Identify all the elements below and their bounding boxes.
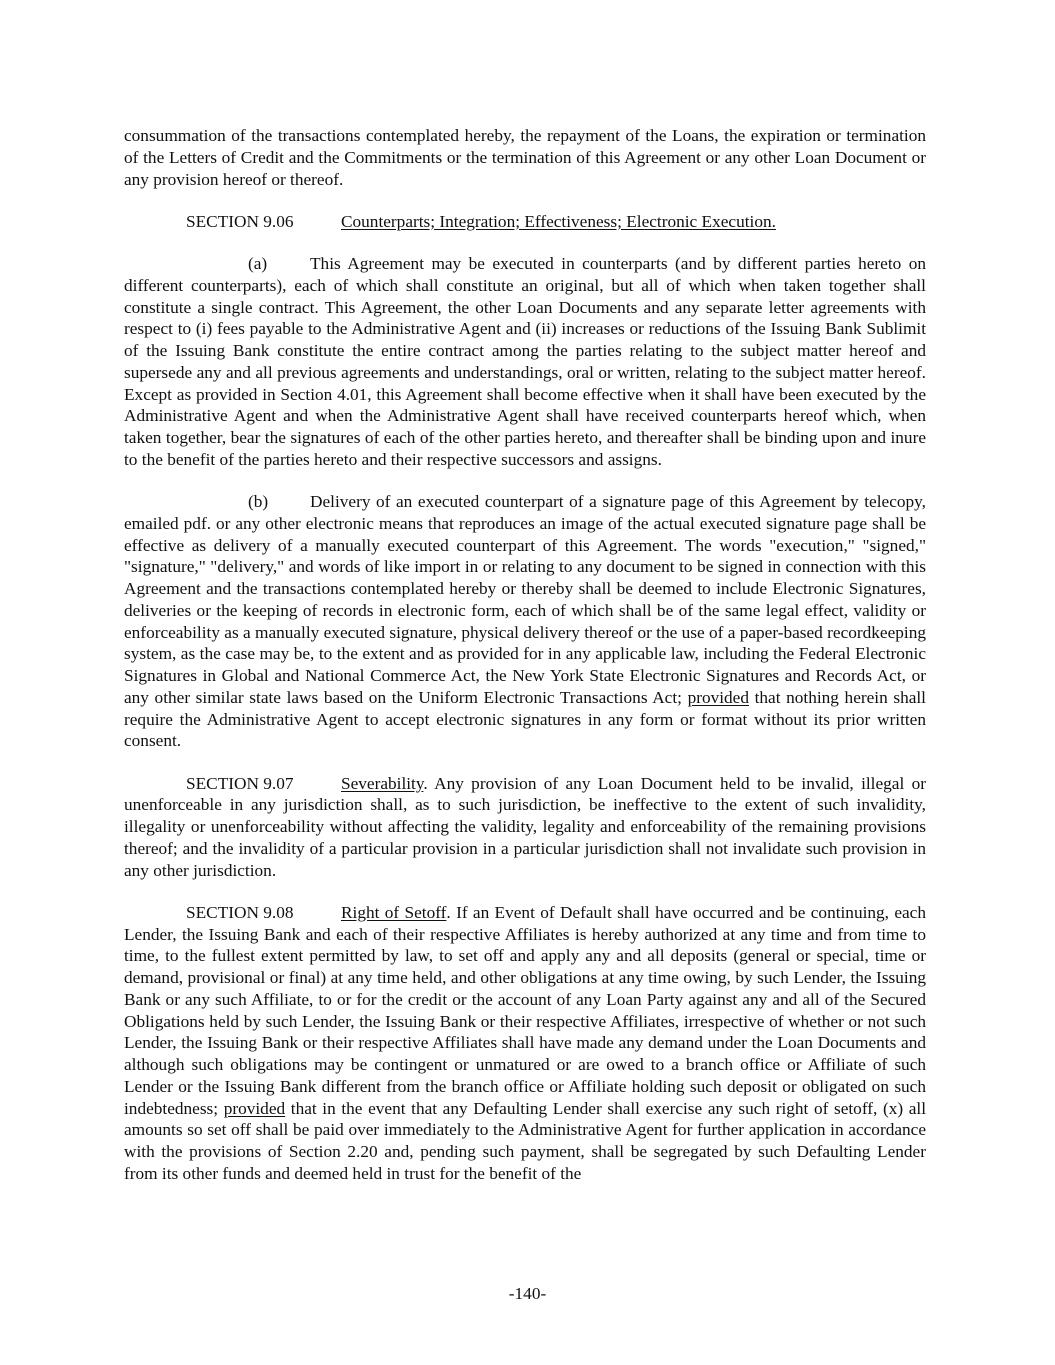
- section-9-08-text-1: . If an Event of Default shall have occurred and be continuing, each Lender, the Issuing Bank and each of their respective Affiliates is hereby authorized at any time and from time to time, to the fullest extent permitted by law, to set off and apply any and all deposits (general or special, time or demand, provisional or final) at any time held, and other obligations at any time owing, by such Lender, the Issuing Bank or any such Affiliate, to or for the credit or the account of any Loan Party against any and all of the Secured Obligations held by such Lender, the Issuing Bank or their respective Affiliates, irrespective of whether or not such Lender, the Issuing Bank or their respective Affiliates shall have made any demand under the Loan Documents and although such obligations may be contingent or unmatured or are owed to a branch office or Affiliate of such Lender or the Issuing Bank different from the branch office or Affiliate holding such deposit or obligated on such indebtedness;: [124, 902, 926, 1118]
- section-9-06-paragraph-b: [124, 491, 926, 752]
- paragraph-b-text-1: Delivery of an executed counterpart of a signature page of this Agreement by telecopy, emailed pdf. or any other electronic means that reproduces an image of the actual executed signature page shall be effective as delivery of a manually executed counterpart of this Agreement. The words "execution," "signed," "signature," "delivery," and words of like import in or relating to any document to be signed in connection with this Agreement and the transactions contemplated hereby or thereby shall be deemed to include Electronic Signatures, deliveries or the keeping of records in electronic form, each of which shall be of the same legal effect, validity or enforceability as a manually executed signature, physical delivery thereof or the use of a paper-based recordkeeping system, as the case may be, to the extent and as provided for in any applicable law, including the Federal Electronic Signatures in Global and National Commerce Act, the New York State Electronic Signatures and Records Act, or any other similar state laws based on the Uniform Electronic Transactions Act;: [124, 492, 926, 707]
- page-number: -140-: [508, 1284, 547, 1303]
- section-9-06-number: SECTION 9.06: [186, 211, 294, 231]
- section-9-07-text: . Any provision of any Loan Document held to be invalid, illegal or unenforceable in any jurisdiction shall, as to such jurisdiction, be ineffective to the extent of such invalidity, illegality or unenforceability without affecting the validity, legality and enforceability of the remaining provisions thereof; and the invalidity of a particular provision in a particular jurisdiction shall not invalidate such provision in any other jurisdiction.: [124, 773, 926, 880]
- section-9-08-text-2: that in the event that any Defaulting Lender shall exercise any such right of setoff, (x) all amounts so set off shall be paid over immediately to the Administrative Agent for further application in accordance with the provisions of Section 2.20 and, pending such payment, shall be segregated by such Defaulting Lender from its other funds and deemed held in trust for the benefit of the: [124, 1098, 927, 1183]
- section-9-07-title: Severability: [341, 773, 424, 793]
- section-9-08-title: Right of Setoff: [341, 902, 447, 922]
- section-9-08-paragraph: [124, 902, 926, 1185]
- paragraph-a-text: This Agreement may be executed in counterparts (and by different parties hereto on different counterparts), each of which shall constitute an original, but all of which when taken together shall constitute a single contract. This Agreement, the other Loan Documents and any separate letter agreements with respect to (i) fees payable to the Administrative Agent and (ii) increases or reductions of the Issuing Bank Sublimit of the Issuing Bank constitute the entire contract among the parties relating to the subject matter hereof and supersede any and all previous agreements and understandings, oral or written, relating to the subject matter hereof. Except as provided in Section 4.01, this Agreement shall become effective when it shall have been executed by the Administrative Agent and when the Administrative Agent shall have received counterparts hereof which, when taken together, bear the signatures of each of the other parties hereto, and thereafter shall be binding upon and inure to the benefit of the parties hereto and their respective successors and assigns.: [124, 254, 926, 469]
- paragraph-a-label: (a): [248, 254, 268, 273]
- continuation-paragraph: consummation of the transactions contemplated hereby, the repayment of the Loans, the expiration or termination of the Letters of Credit and the Commitments or the termination of this Agreement or any other Loan Document or any provision hereof or thereof.: [124, 126, 926, 189]
- paragraph-b-provided: provided: [687, 687, 749, 707]
- section-9-06-paragraph-a: [124, 253, 926, 471]
- section-9-07-paragraph: [124, 773, 926, 882]
- section-9-06-title: Counterparts; Integration; Effectiveness; Electronic Execution.: [341, 211, 776, 231]
- paragraph-b-text-2: that nothing herein shall require the Administrative Agent to accept electronic signatures in any form or format without its prior written consent.: [124, 687, 926, 751]
- section-9-06-heading: [124, 211, 926, 233]
- section-9-08-provided: provided: [223, 1098, 286, 1118]
- section-9-08-number: SECTION 9.08: [186, 902, 294, 922]
- document-page: [124, 125, 926, 1205]
- section-9-07-number: SECTION 9.07: [186, 773, 294, 793]
- paragraph-b-label: (b): [248, 492, 269, 511]
